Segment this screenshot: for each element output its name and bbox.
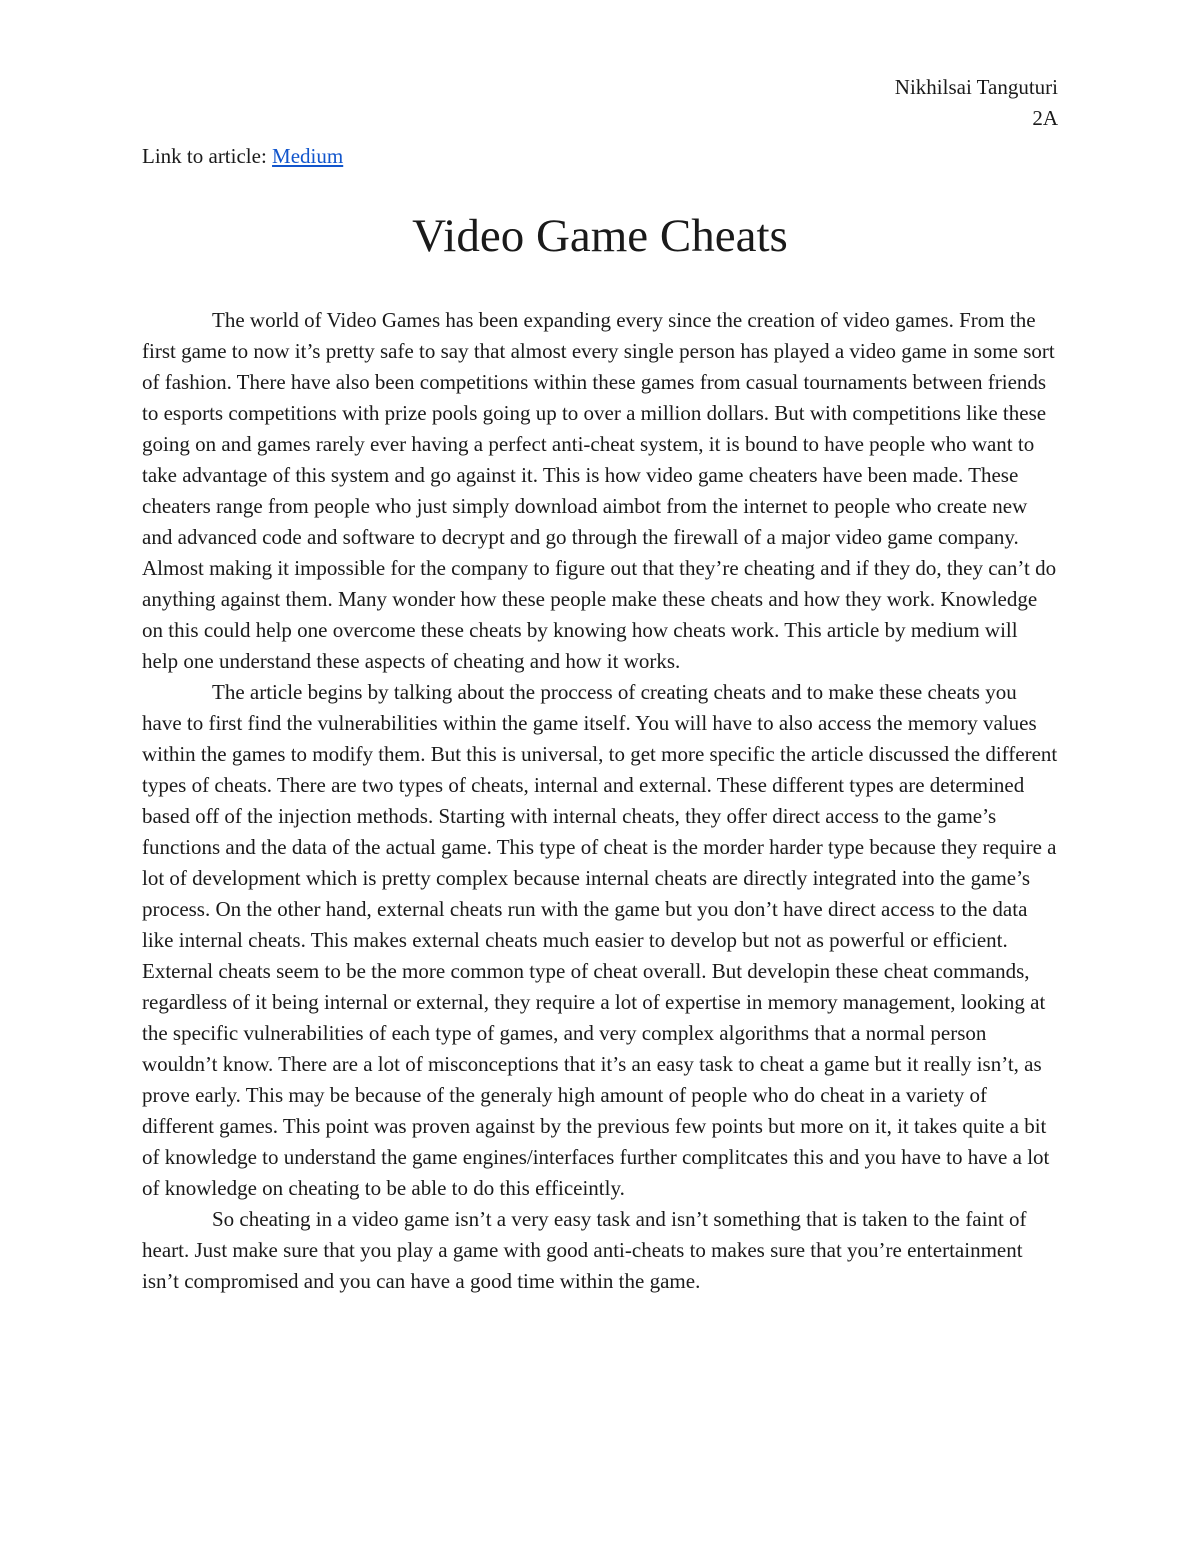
article-link[interactable]: Medium <box>272 144 344 168</box>
header-block <box>895 72 1058 134</box>
paragraph-1: The world of Video Games has been expanding every since the creation of video games. From the first game to now it’s pretty safe to say that almost every single person has played a video game in some sort of fashion. There have also been competitions within these games from casual tournaments between friends to esports competitions with prize pools going up to over a million dollars. But with competitions like these going on and games rarely ever having a perfect anti-cheat system, it is bound to have people who want to take advantage of this system and go against it. This is how video game cheaters have been made. These cheaters range from people who just simply download aimbot from the internet to people who create new and advanced code and software to decrypt and go through the firewall of a major video game company. Almost making it impossible for the company to figure out that they’re cheating and if they do, they can’t do anything against them. Many wonder how these people make these cheats and how they work. Knowledge on this could help one overcome these cheats by knowing how cheats work. This article by medium will help one understand these aspects of cheating and how it works. <box>142 308 1057 673</box>
article-link-line <box>142 141 343 172</box>
link-prefix: Link to article: <box>142 144 273 168</box>
paragraph-2: The article begins by talking about the proccess of creating cheats and to make these cheats you have to first find the vulnerabilities within the game itself. You will have to also access the memory values within the games to modify them. But this is universal, to get more specific the article discussed the different types of cheats. There are two types of cheats, internal and external. These different types are determined based off of the injection methods. Starting with internal cheats, they offer direct access to the game’s functions and the data of the actual game. This type of cheat is the morder harder type because they require a lot of development which is pretty complex because internal cheats are directly integrated into the game’s process. On the other hand, external cheats run with the game but you don’t have direct access to the data like internal cheats. This makes external cheats much easier to develop but not as powerful or efficient. External cheats seem to be the more common type of cheat overall. But developin these cheat commands, regardless of it being internal or external, they require a lot of expertise in memory management, looking at the specific vulnerabilities of each type of games, and very complex algorithms that a normal person wouldn’t know. There are a lot of misconceptions that it’s an easy task to cheat a game but it really isn’t, as prove early. This may be because of the generaly high amount of people who do cheat in a variety of different games. This point was proven against by the previous few points but more on it, it takes quite a bit of knowledge to understand the game engines/interfaces further complitcates this and you have to have a lot of knowledge on cheating to be able to do this efficeintly. <box>142 680 1058 1200</box>
document-body <box>142 305 1058 1297</box>
paragraph-3: So cheating in a video game isn’t a very easy task and isn’t something that is taken to the faint of heart. Just make sure that you play a game with good anti-cheats to makes sure that you’re entertainment isn’t compromised and you can have a good time within the game. <box>142 1207 1027 1293</box>
author-name: Nikhilsai Tanguturi <box>894 75 1058 99</box>
document-title: Video Game Cheats <box>412 210 788 262</box>
class-section: 2A <box>1032 106 1058 130</box>
